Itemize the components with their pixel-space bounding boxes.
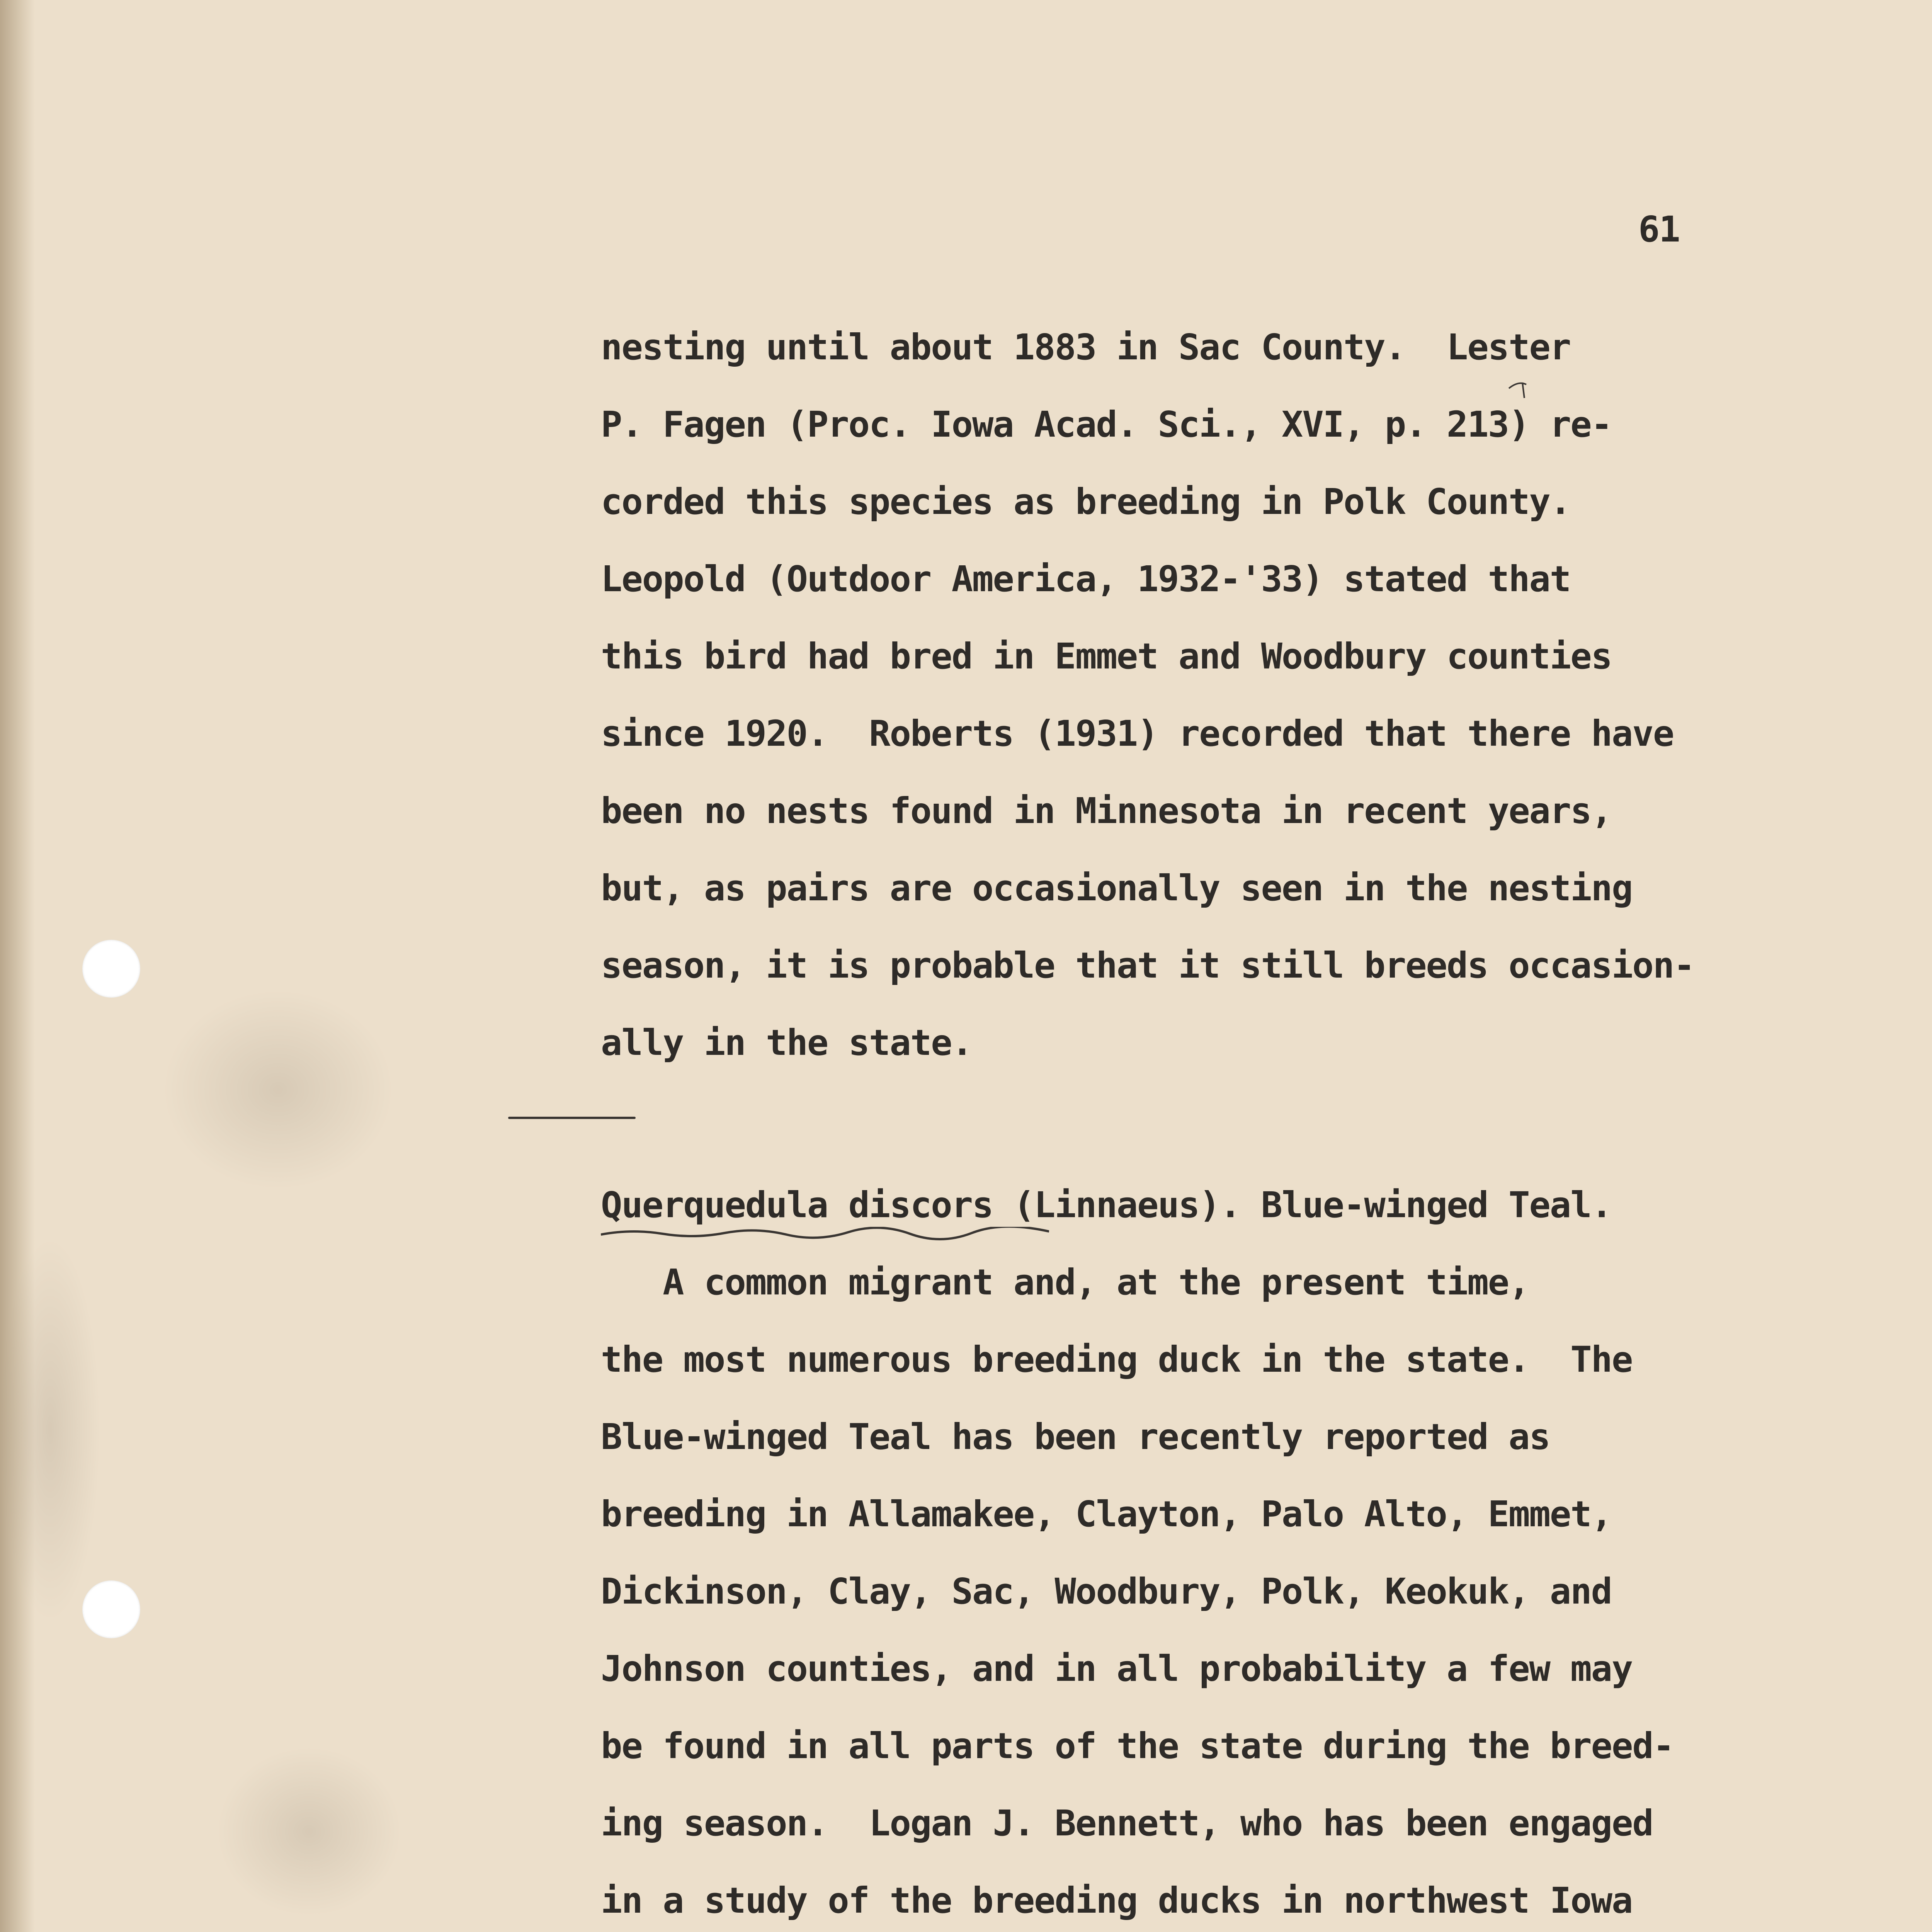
paper-stain bbox=[216, 1747, 402, 1917]
text-line: ally in the state. bbox=[601, 1022, 972, 1063]
text-line: be found in all parts of the state during the breed- bbox=[601, 1725, 1674, 1767]
text-line: been no nests found in Minnesota in recent years, bbox=[601, 790, 1612, 832]
text-line: breeding in Allamakee, Clayton, Palo Alto, Emmet, bbox=[601, 1493, 1612, 1535]
paper-stain bbox=[0, 1236, 100, 1623]
text-line: ing season. Logan J. Bennett, who has been engaged bbox=[601, 1803, 1653, 1844]
text-line: Dickinson, Clay, Sac, Woodbury, Polk, Keokuk, and bbox=[601, 1571, 1612, 1612]
text-line: corded this species as breeding in Polk County. bbox=[601, 481, 1571, 522]
page-number: 61 bbox=[1638, 209, 1680, 250]
text-line: the most numerous breeding duck in the state. The bbox=[601, 1339, 1633, 1380]
species-genus: Querquedula bbox=[601, 1184, 828, 1226]
species-epithet: discors bbox=[848, 1184, 993, 1226]
text-line: in a study of the breeding ducks in northwest Iowa bbox=[601, 1880, 1633, 1921]
text-line: Johnson counties, and in all probability a few may bbox=[601, 1648, 1633, 1689]
text-line: but, as pairs are occasionally seen in the nesting bbox=[601, 867, 1633, 909]
binder-hole-top bbox=[82, 940, 140, 998]
page-edge-shadow bbox=[0, 0, 35, 1932]
text-line: A common migrant and, at the present time, bbox=[601, 1262, 1529, 1303]
text-line: P. Fagen (Proc. Iowa Acad. Sci., XVI, p. 213) re- bbox=[601, 404, 1612, 445]
text-line: Leopold (Outdoor America, 1932-'33) stated that bbox=[601, 558, 1571, 600]
text-line: season, it is probable that it still breeds occasion- bbox=[601, 945, 1694, 986]
pencil-dash-mark bbox=[508, 1117, 636, 1119]
binder-hole-bottom bbox=[82, 1580, 140, 1638]
text-line: Blue-winged Teal has been recently reported as bbox=[601, 1416, 1550, 1458]
handwritten-underline bbox=[601, 1227, 1049, 1242]
text-line: this bird had bred in Emmet and Woodbury counties bbox=[601, 636, 1612, 677]
species-heading-rest: (Linnaeus). Blue-winged Teal. bbox=[993, 1184, 1612, 1226]
text-line: nesting until about 1883 in Sac County. Lester bbox=[601, 327, 1571, 368]
text-line: since 1920. Roberts (1931) recorded that there have bbox=[601, 713, 1674, 754]
species-heading bbox=[601, 1184, 1612, 1226]
pencil-tick-mark bbox=[1507, 377, 1530, 400]
paper-stain bbox=[162, 989, 394, 1190]
